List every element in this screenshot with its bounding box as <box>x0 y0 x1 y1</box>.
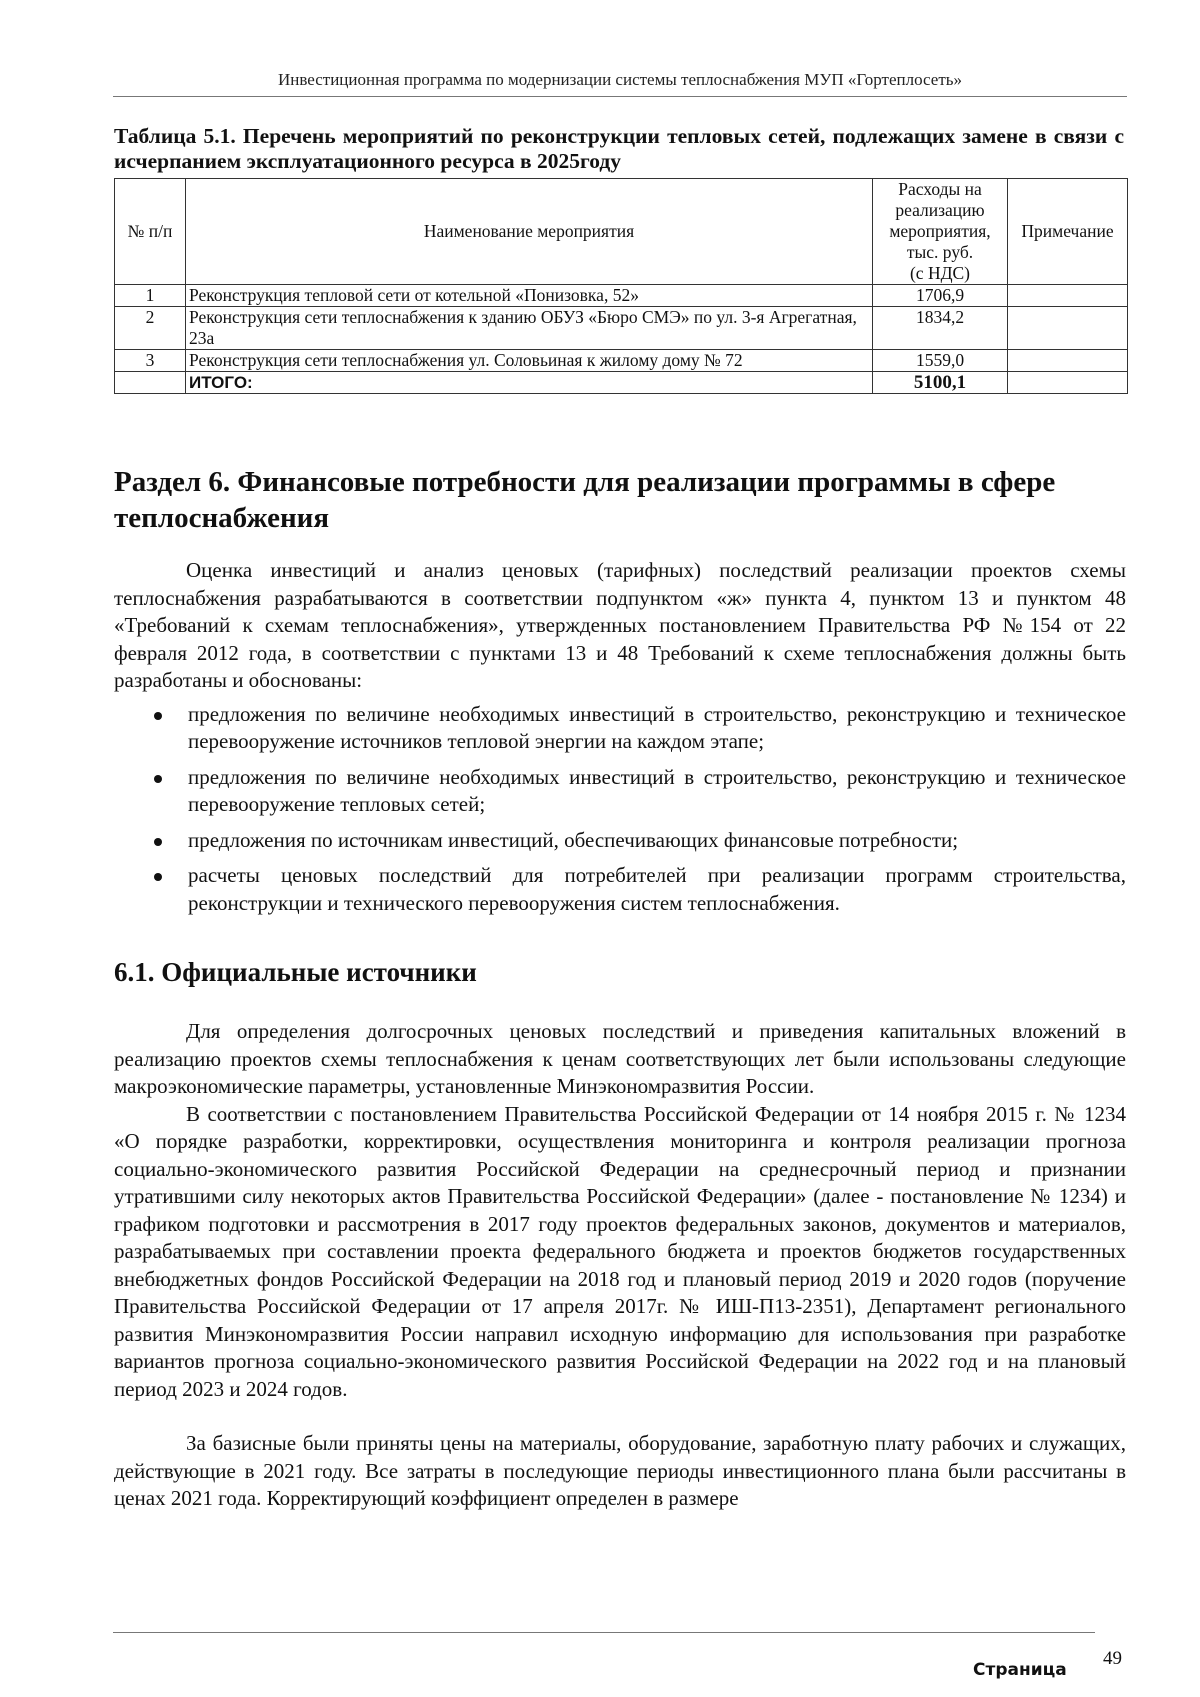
header-cost-line: мероприятия, <box>889 221 991 241</box>
row-note <box>1008 285 1128 307</box>
table-row <box>115 350 1128 372</box>
list-item-text: предложения по источникам инвестиций, обеспечивающих финансовые потребности; <box>188 827 959 852</box>
measures-table <box>114 178 1128 394</box>
section-6-title: Раздел 6. Финансовые потребности для реализации программы в сфере теплоснабжения <box>114 466 1056 534</box>
row-cost: 1834,2 <box>873 307 1008 350</box>
footer-divider <box>113 1632 1095 1633</box>
header-cost-line: (с НДС) <box>909 263 971 283</box>
header-cost-line: реализацию <box>895 200 985 220</box>
bullet-icon <box>154 838 162 846</box>
row-num: 2 <box>115 307 186 350</box>
row-name: Реконструкция сети теплоснабжения к зданию ОБУЗ «Бюро СМЭ» по ул. 3-я Агрегатная, 23а <box>186 307 873 350</box>
header-cost-line: Расходы на <box>898 179 982 199</box>
header-divider <box>113 96 1127 97</box>
section-6-intro: Оценка инвестиций и анализ ценовых (тарифных) последствий реализации проектов схемы теплоснабжения разрабатываются в соответствии подпунктом «ж» пункта 4, пунктом 13 и пунктом 48 «Требований к схемам теплоснабжения», утвержденных постановлением Правительства РФ №154 от 22 февраля 2012 года, в соответствии с пунктами 13 и 48 Требований к схеме теплоснабжения должны быть разработаны и обоснованы: <box>114 558 1126 692</box>
row-cost: 1559,0 <box>873 350 1008 372</box>
table-row <box>115 285 1128 307</box>
page-label: Страница <box>973 1660 1067 1680</box>
subsection-6-1-title: 6.1. Официальные источники <box>114 957 477 987</box>
list-item <box>114 862 1126 917</box>
table-header-row <box>115 179 1128 285</box>
total-value: 5100,1 <box>873 372 1008 394</box>
row-cost: 1706,9 <box>873 285 1008 307</box>
paragraph: Для определения долгосрочных ценовых последствий и приведения капитальных вложений в реализацию проектов схемы теплоснабжения к ценам соответствующих лет были использованы следующие макроэкономические параметры, установленные Минэкономразвития России. <box>114 1019 1126 1098</box>
total-label: ИТОГО: <box>186 372 873 394</box>
bullet-icon <box>154 873 162 881</box>
list-item <box>114 827 1126 855</box>
paragraph: За базисные были приняты цены на материалы, оборудование, заработную плату рабочих и служащих, действующие в 2021 году. Все затраты в последующие периоды инвестиционного плана были рассчитаны в ценах 2021 года. Корректирующий коэффициент определен в размере <box>114 1431 1126 1510</box>
row-name: Реконструкция сети теплоснабжения ул. Соловьиная к жилому дому № 72 <box>186 350 873 372</box>
running-header: Инвестиционная программа по модернизации системы теплоснабжения МУП «Гортеплосеть» <box>277 70 963 89</box>
table-caption: Таблица 5.1. Перечень мероприятий по реконструкции тепловых сетей, подлежащих замене в связи с исчерпанием эксплуатационного ресурса в 2025году <box>114 124 1124 173</box>
section-6-body <box>114 557 1126 925</box>
page-number: 49 <box>1103 1648 1122 1669</box>
list-item-text: предложения по величине необходимых инвестиций в строительство, реконструкцию и техническое перевооружение тепловых сетей; <box>188 764 1126 816</box>
row-note <box>1008 307 1128 350</box>
header-num: № п/п <box>115 179 186 285</box>
row-num: 3 <box>115 350 186 372</box>
table-row <box>115 307 1128 350</box>
table-total-row <box>115 372 1128 394</box>
list-item-text: предложения по величине необходимых инвестиций в строительство, реконструкцию и техническое перевооружение источников тепловой энергии на каждом этапе; <box>188 701 1126 753</box>
list-item <box>114 764 1126 819</box>
row-name: Реконструкция тепловой сети от котельной «Понизовка, 52» <box>186 285 873 307</box>
header-name: Наименование мероприятия <box>186 179 873 285</box>
subsection-6-1-body <box>114 1018 1126 1513</box>
total-num-cell <box>115 372 186 394</box>
list-item <box>114 701 1126 756</box>
bullet-icon <box>154 712 162 720</box>
requirements-list <box>114 701 1126 918</box>
header-cost-line: тыс. руб. <box>906 242 974 262</box>
total-note-cell <box>1008 372 1128 394</box>
header-note: Примечание <box>1008 179 1128 285</box>
paragraph: В соответствии с постановлением Правительства Российской Федерации от 14 ноября 2015 г. № 1234 «О порядке разработки, корректировки, осуществления мониторинга и контроля реализации прогноза социально-экономического развития Российской Федерации на среднесрочный период и признании утратившими силу некоторых актов Правительства Российской Федерации» (далее - постановление № 1234) и графиком подготовки и рассмотрения в 2017 году проектов федеральных законов, документов и материалов, разрабатываемых при составлении проекта федерального бюджета и проектов бюджетов государственных внебюджетных фондов Российской Федерации на 2018 год и плановый период 2019 и 2020 годов (поручение Правительства Российской Федерации от 17 апреля 2017г. № ИШ-П13-2351), Департамент регионального развития Минэкономразвития России направил исходную информацию для использования при разработке вариантов прогноза социально-экономического развития Российской Федерации на 2022 год и на плановый период 2023 и 2024 годов. <box>114 1101 1126 1401</box>
row-num: 1 <box>115 285 186 307</box>
bullet-icon <box>154 775 162 783</box>
row-note <box>1008 350 1128 372</box>
header-cost <box>873 179 1008 285</box>
list-item-text: расчеты ценовых последствий для потребителей при реализации программ строительства, реконструкции и технического перевооружения систем теплоснабжения. <box>188 863 1126 915</box>
